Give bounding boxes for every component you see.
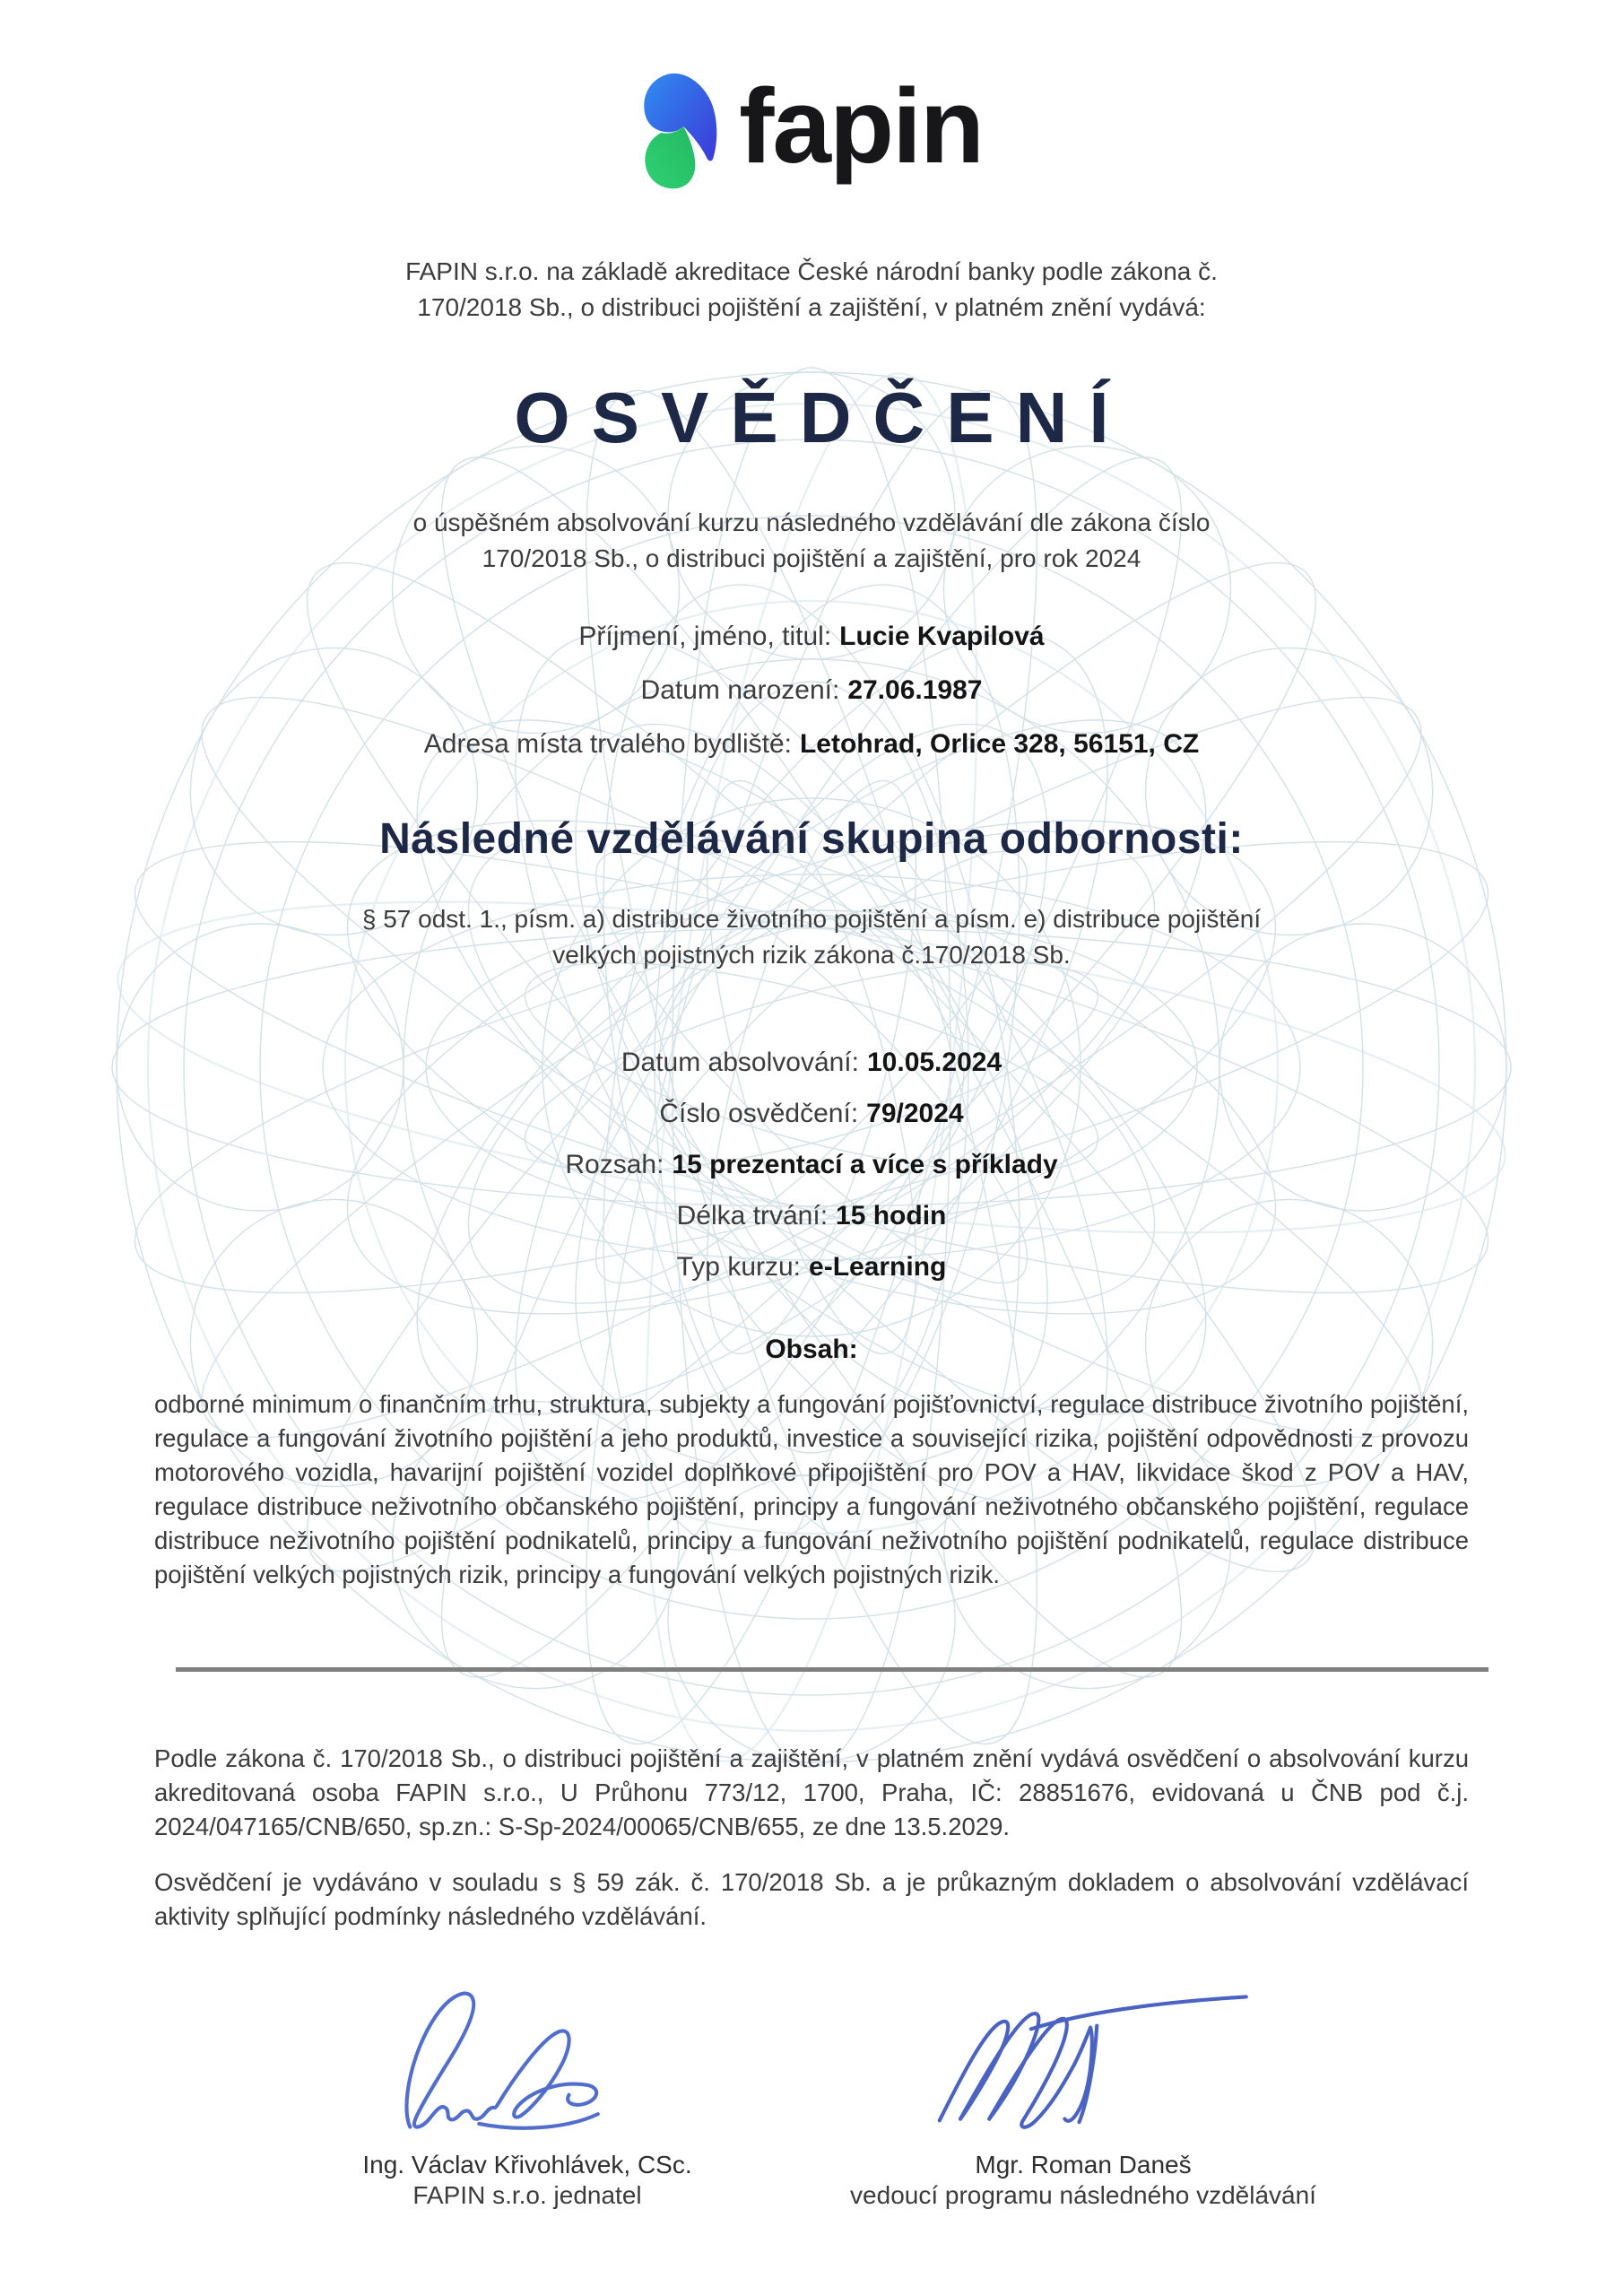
course-date-value: 10.05.2024 [866, 1048, 1002, 1077]
holder-name-line [0, 622, 1623, 652]
course-duration-label: Délka trvání: [676, 1201, 829, 1231]
signature-block [276, 1978, 1379, 2211]
signature-role: FAPIN s.r.o. jednatel [412, 2181, 642, 2209]
course-scope-line [0, 1150, 1623, 1180]
holder-fields [0, 622, 1623, 783]
legal-paragraph-2: Osvědčení je vydáváno v souladu s § 59 zák. č. 170/2018 Sb. a je průkazným dokladem o absolvování vzdělávací aktivity splňující podmínky následného vzdělávání. [154, 1868, 1469, 1930]
signature-left [276, 1978, 778, 2211]
certificate-subtitle: o úspěšném absolvování kurzu následného vzdělávání dle zákona číslo 170/2018 Sb., o distribuci pojištění a zajištění, pro rok 2024 [412, 509, 1211, 572]
signature-krivohlavek [370, 1978, 684, 2146]
horizontal-divider [176, 1667, 1488, 1672]
course-duration-value: 15 hodin [836, 1201, 947, 1231]
content-body: odborné minimum o finančním trhu, struktura, subjekty a fungování pojišťovnictví, regulace distribuce životního pojištění, regulace a fungování životního pojištění a jeho produktů, investice a související rizika, pojištění odpovědnosti z provozu motorového vozidla, havarijní pojištění vozidel doplňkové připojištění pro POV a HAV, likvidace škod z POV a HAV, regulace distribuce neživotního občanského pojištění, principy a fungování neživotného občanského pojištění, regulace distribuce neživotního pojištění podnikatelů, principy a fungování neživotního pojištění podnikatelů, regulace distribuce pojištění velkých pojistných rizik, principy a fungování velkých pojistných rizik. [154, 1390, 1469, 1588]
certificate-title: OSVĚDČENÍ [514, 378, 1131, 457]
course-date-label: Datum absolvování: [621, 1048, 859, 1077]
legal-paragraph-1: Podle zákona č. 170/2018 Sb., o distribuci pojištění a zajištění, v platném znění vydává osvědčení o absolvování kurzu akreditovaná osoba FAPIN s.r.o., U Průhonu 773/12, 1700, Praha, IČ: 28851676, evidovaná u ČNB pod č.j. 2024/047165/CNB/650, sp.zn.: S-Sp-2024/00065/CNB/655, ze dne 13.5.2029. [154, 1744, 1469, 1840]
course-date-line [0, 1048, 1623, 1078]
course-scope-value: 15 prezentací a více s příklady [672, 1150, 1058, 1179]
holder-address-line [0, 729, 1623, 760]
course-type-label: Typ kurzu: [676, 1252, 802, 1282]
course-fields [0, 1048, 1623, 1303]
holder-name-value: Lucie Kvapilová [839, 622, 1045, 651]
issuer-intro-text: FAPIN s.r.o. na základě akreditace České národní banky podle zákona č. 170/2018 Sb., o distribuci pojištění a zajištění, v platném znění vydává: [405, 257, 1218, 321]
course-duration-line [0, 1201, 1623, 1231]
section-heading: Následné vzdělávání skupina odbornosti: [379, 815, 1244, 863]
signature-name: Mgr. Roman Daneš [975, 2151, 1192, 2179]
holder-name-label: Příjmení, jméno, titul: [578, 622, 832, 651]
course-number-line [0, 1099, 1623, 1129]
course-type-value: e-Learning [809, 1252, 947, 1282]
fapin-logo-wordmark: fapin [739, 67, 983, 186]
content-heading: Obsah: [765, 1335, 858, 1364]
holder-birthdate-value: 27.06.1987 [847, 675, 983, 705]
holder-address-value: Letohrad, Orlice 328, 56151, CZ [799, 729, 1200, 759]
course-number-label: Číslo osvědčení: [659, 1099, 859, 1128]
signature-name: Ing. Václav Křivohlávek, CSc. [362, 2151, 692, 2179]
fapin-logo-icon [640, 72, 723, 190]
holder-birthdate-label: Datum narození: [640, 675, 840, 705]
holder-birthdate-line [0, 675, 1623, 706]
signature-right [787, 1978, 1379, 2211]
section-description: § 57 odst. 1., písm. a) distribuce životního pojištění a písm. e) distribuce pojištění velkých pojistných rizik zákona č.170/2018 Sb. [361, 905, 1262, 969]
signature-role: vedoucí programu následného vzdělávání [850, 2181, 1316, 2209]
course-type-line [0, 1252, 1623, 1283]
holder-address-label: Adresa místa trvalého bydliště: [423, 729, 792, 759]
course-scope-label: Rozsah: [565, 1150, 664, 1179]
signature-danes [872, 1978, 1294, 2146]
fapin-logo [0, 59, 1623, 194]
course-number-value: 79/2024 [866, 1099, 964, 1128]
